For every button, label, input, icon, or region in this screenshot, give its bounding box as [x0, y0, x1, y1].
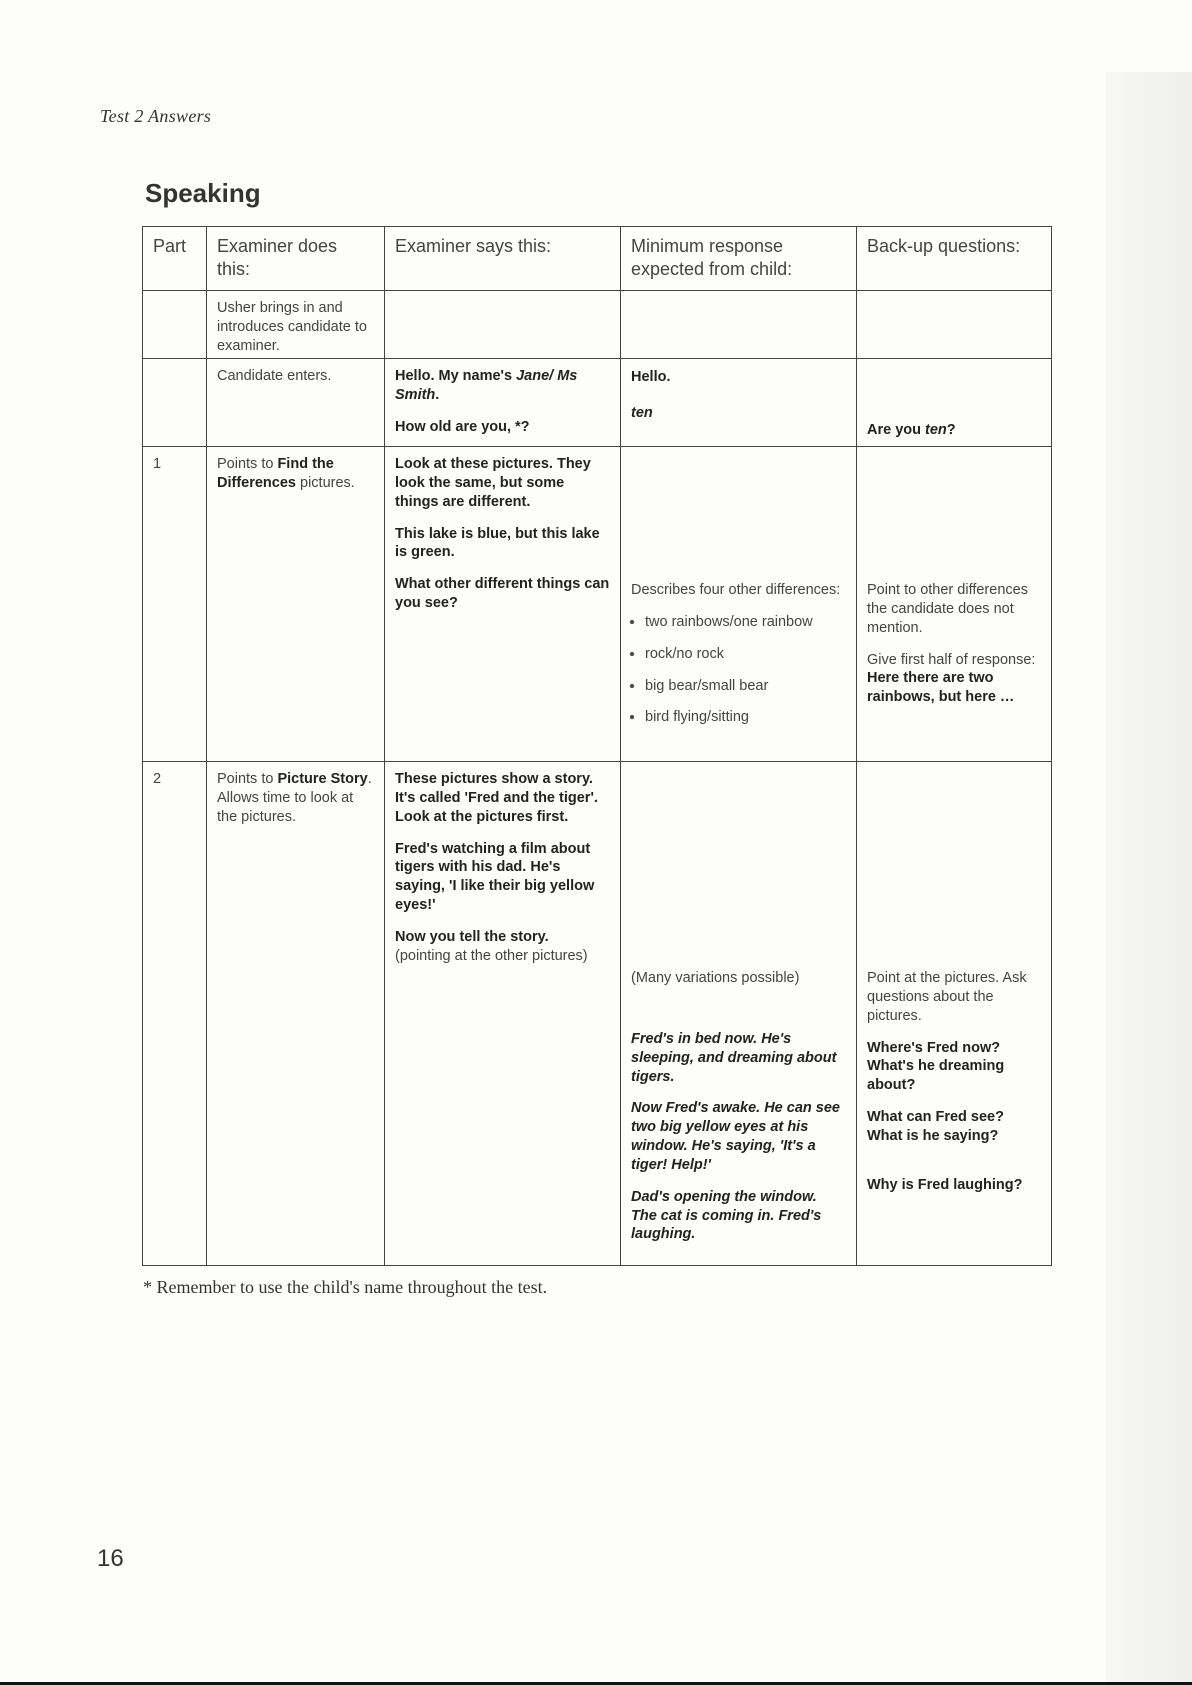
backup-line: Give first half of response:	[867, 651, 1036, 668]
script-line: Look at these pictures. They look the same, but some things are different.	[395, 456, 591, 510]
backup-line: Here there are two rainbows, but here …	[867, 670, 1015, 706]
cell-examiner-says	[385, 359, 621, 447]
cell-part	[143, 359, 207, 447]
cell-response	[621, 447, 857, 762]
script-line: Now you tell the story.	[395, 928, 549, 945]
table-row-part-1	[143, 447, 1052, 762]
text: Candidate enters.	[217, 368, 332, 384]
response-line: Describes four other differences:	[631, 582, 841, 598]
table-row-intro	[143, 291, 1052, 359]
difference-list	[631, 613, 846, 727]
cell-examiner-says	[385, 447, 621, 762]
script-line: This lake is blue, but this lake is green.	[395, 525, 600, 561]
header-part: Part	[143, 227, 207, 291]
header-backup-questions: Back-up questions:	[857, 227, 1052, 291]
table-header-row	[143, 227, 1052, 291]
page-number: 16	[97, 1545, 124, 1572]
script-line: Hello. My name's Jane/ Ms Smith.	[395, 368, 578, 403]
cell-backup	[857, 359, 1052, 447]
cell-response	[621, 291, 857, 359]
list-item: • bird flying/sitting	[645, 708, 846, 727]
list-item: • big bear/small bear	[645, 677, 846, 696]
script-line: What other different things can you see?	[395, 576, 610, 612]
response-line: ten	[631, 404, 653, 421]
response-line: Now Fred's awake. He can see two big yellow eyes at his window. He's saying, 'It's a tiger! Help!'	[631, 1100, 840, 1173]
backup-line: Why is Fred laughing?	[867, 1176, 1023, 1193]
cell-response	[621, 359, 857, 447]
cell-examiner-does	[207, 359, 385, 447]
page-edge-shadow	[1106, 72, 1192, 1685]
cell-response	[621, 762, 857, 1266]
response-line: Dad's opening the window. The cat is coming in. Fred's laughing.	[631, 1188, 822, 1243]
cell-backup	[857, 447, 1052, 762]
running-head: Test 2 Answers	[100, 106, 212, 126]
cell-part	[143, 291, 207, 359]
cell-backup	[857, 762, 1052, 1266]
header-minimum-response: Minimum response expected from child:	[621, 227, 857, 291]
cell-examiner-does: Points to Find the Differences pictures.	[207, 447, 385, 762]
list-item: • rock/no rock	[645, 645, 846, 664]
speaking-answer-table	[142, 226, 1052, 1266]
cell-part: 1	[143, 447, 207, 762]
header-examiner-does: Examiner does this:	[207, 227, 385, 291]
script-note: (pointing at the other pictures)	[395, 947, 588, 964]
script-line: Fred's watching a film about tigers with his dad. He's saying, 'I like their big yellow eyes!'	[395, 840, 595, 914]
script-line: These pictures show a story. It's called 'Fred and the tiger'. Look at the pictures first.	[395, 771, 598, 825]
backup-line: What can Fred see? What is he saying?	[867, 1109, 1004, 1144]
section-title: Speaking	[145, 178, 261, 208]
backup-line: Point at the pictures. Ask questions about the pictures.	[867, 970, 1027, 1024]
backup-line: Point to other differences the candidate does not mention.	[867, 582, 1028, 636]
cell-examiner-does	[207, 291, 385, 359]
text: Usher brings in and introduces candidate to examiner.	[217, 300, 367, 354]
cell-examiner-does: Points to Picture Story. Allows time to look at the pictures.	[207, 762, 385, 1266]
cell-examiner-says	[385, 291, 621, 359]
backup-line: Are you ten?	[867, 422, 956, 439]
cell-examiner-says	[385, 762, 621, 1266]
response-line: Fred's in bed now. He's sleeping, and dreaming about tigers.	[631, 1030, 837, 1085]
footnote: * Remember to use the child's name throughout the test.	[143, 1277, 548, 1297]
response-line: Hello.	[631, 369, 671, 385]
cell-backup	[857, 291, 1052, 359]
script-line: How old are you, *?	[395, 418, 530, 435]
cell-part: 2	[143, 762, 207, 1266]
backup-line: Where's Fred now? What's he dreaming about?	[867, 1039, 1005, 1094]
response-line: (Many variations possible)	[631, 970, 800, 986]
list-item: • two rainbows/one rainbow	[645, 613, 846, 632]
table-row-candidate-enters	[143, 359, 1052, 447]
table-row-part-2	[143, 762, 1052, 1266]
header-examiner-says: Examiner says this:	[385, 227, 621, 291]
